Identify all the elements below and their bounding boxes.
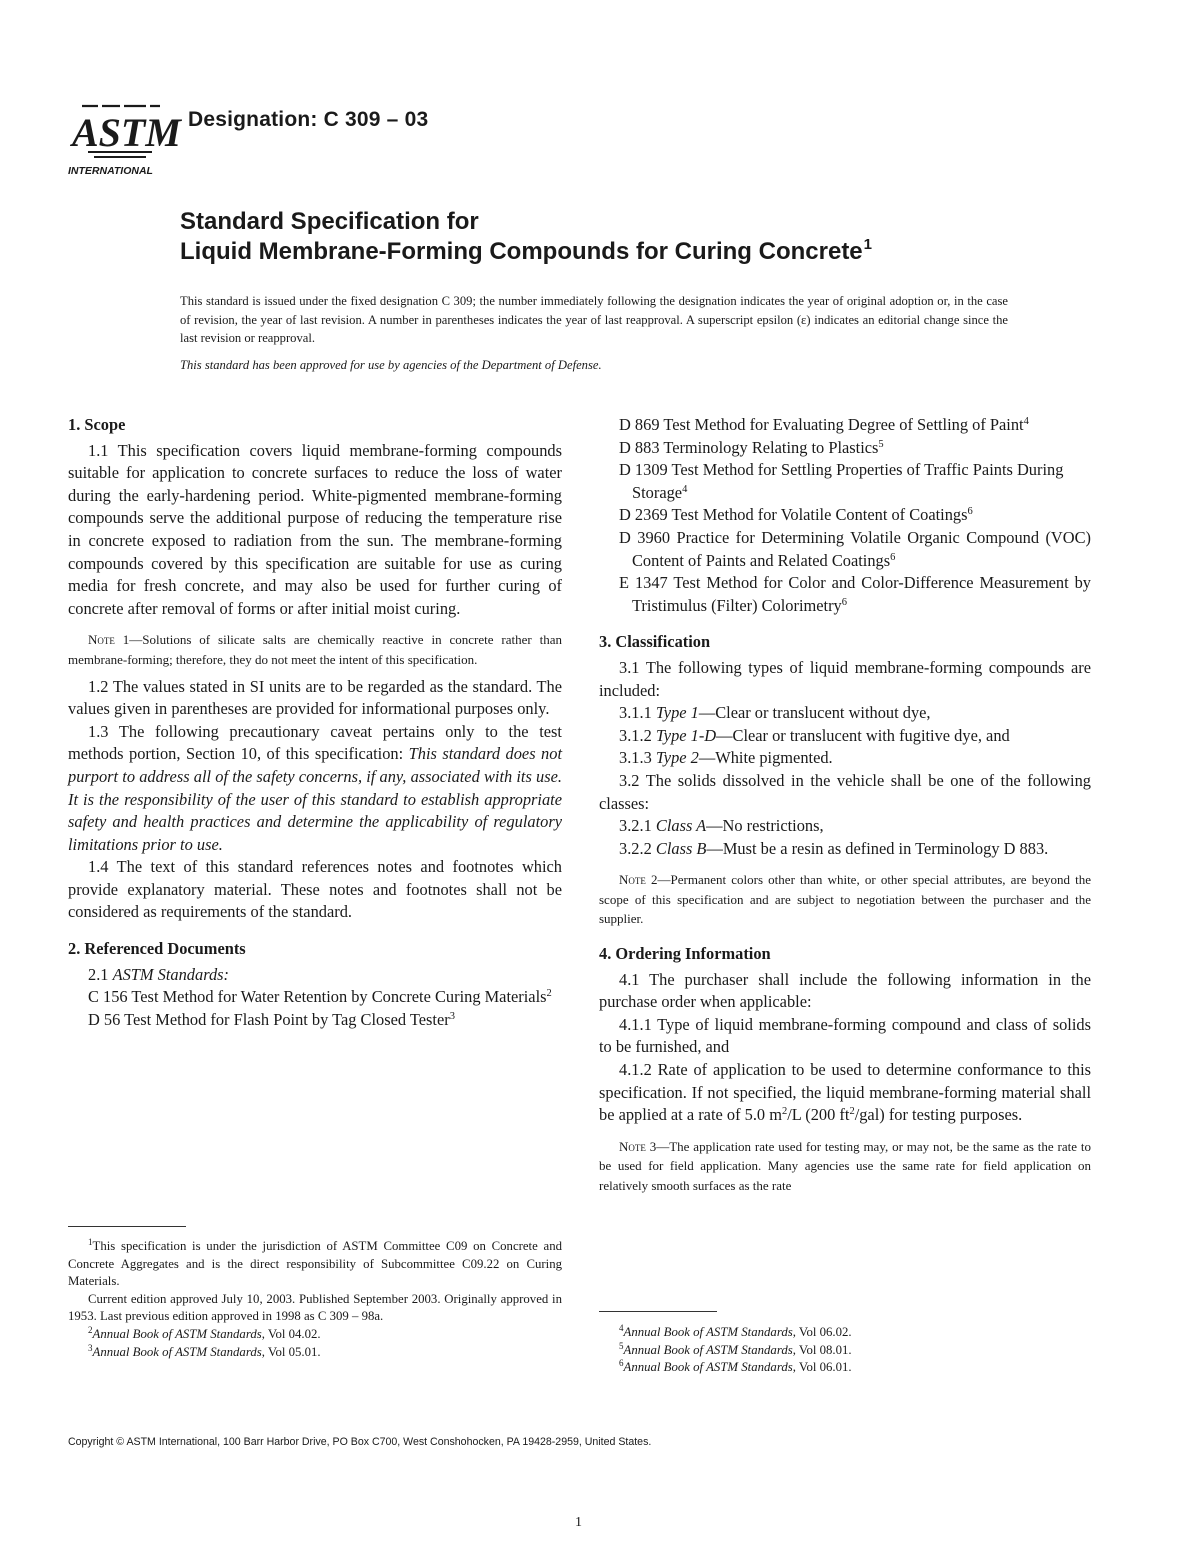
section-heading-referenced: 2. Referenced Documents <box>68 939 246 959</box>
reference-text: D 869 Test Method for Evaluating Degree of Settling of Paint <box>619 415 1024 434</box>
footnote-6-vol: , Vol 06.01. <box>792 1360 852 1375</box>
footnote-rule-left <box>68 1226 186 1227</box>
footnotes-right <box>599 1324 1091 1377</box>
para-4-1-2 <box>599 1059 1091 1127</box>
reference-footnote-mark: 6 <box>841 596 847 608</box>
astm-logo-graphic <box>68 96 181 178</box>
reference-text: D 3960 Practice for Determining Volatile Organic Compound (VOC) Content of Paints and Related Coatings <box>619 527 1091 570</box>
left-column <box>68 414 562 1031</box>
para-3-2-1 <box>599 815 1091 838</box>
footnote-6 <box>599 1359 1091 1377</box>
issued-statement: This standard is issued under the fixed designation C 309; the number immediately following the designation indicates the year of original adoption or, in the case of revision, the year of last revision. A number in parentheses indicates the year of last reapproval. A superscript epsilon (ε) indicates an editorial change since the last revision or reapproval. <box>180 294 1008 346</box>
reference-footnote-mark: 2 <box>546 988 552 1000</box>
para-3-2-2 <box>599 838 1091 861</box>
designation: Designation: C 309 – 03 <box>188 108 429 131</box>
title-line-1: Standard Specification for <box>180 208 479 235</box>
footnote-4-book: Annual Book of ASTM Standards <box>623 1325 793 1339</box>
para-1-2: 1.2 The values stated in SI units are to be regarded as the standard. The values given in parentheses are provided for informational purposes only. <box>68 676 562 719</box>
section-heading-scope: 1. Scope <box>68 415 126 434</box>
para-1-4: 1.4 The text of this standard references notes and footnotes which provide explanatory material. These notes and footnotes shall not be considered as requirements of the standard. <box>68 857 562 922</box>
footnote-4-mark: 4 <box>619 1323 624 1333</box>
para-4-1-2-sup2: 2 <box>849 1106 855 1118</box>
dod-approval: This standard has been approved for use by agencies of the Department of Defense. <box>180 358 602 372</box>
copyright-notice: Copyright © ASTM International, 100 Barr Harbor Drive, PO Box C700, West Conshohocken, PA 19428-2959, United States. <box>68 1436 652 1448</box>
footnote-rule-right <box>599 1311 717 1312</box>
para-3-2-2-text: —Must be a resin as defined in Terminology D 883. <box>706 838 1049 858</box>
note-1-text: —Solutions of silicate salts are chemically reactive in concrete rather than membrane-forming; therefore, they do not meet the intent of this specification. <box>68 632 562 667</box>
para-3-1-1 <box>599 702 1091 725</box>
para-3-1-1-text: —Clear or translucent without dye, <box>698 703 931 723</box>
para-4-1-2-a: 4.1.2 Rate of application to be used to determine conformance to this specification. If not specified, the liquid membrane-forming material shall be applied at a rate of 5.0 m <box>599 1060 1091 1125</box>
reference-footnote-mark: 6 <box>967 506 973 518</box>
title-text: Liquid Membrane-Forming Compounds for Curing Concrete <box>180 238 863 265</box>
logo-subtext: INTERNATIONAL <box>68 165 153 177</box>
para-3-2-1-text: —No restrictions, <box>706 816 824 836</box>
note-3-label: Note 3 <box>619 1138 657 1154</box>
reference-item <box>599 437 1091 460</box>
para-3-1-3-text: —White pigmented. <box>698 748 833 768</box>
footnote-4 <box>599 1324 1091 1342</box>
footnote-5-book: Annual Book of ASTM Standards <box>623 1342 793 1357</box>
footnote-2 <box>68 1326 562 1344</box>
reference-footnote-mark: 4 <box>1023 416 1029 427</box>
note-2-text: —Permanent colors other than white, or other special attributes, are beyond the scope of this specification and are subject to negotiation between the purchaser and the supplier. <box>599 872 1091 927</box>
para-3-1-1-num: 3.1.1 <box>619 703 656 723</box>
footnote-2-book: Annual Book of ASTM Standards <box>92 1326 262 1341</box>
para-4-1-2-c: /gal) for testing purposes. <box>854 1105 1023 1125</box>
para-3-1-1-label: Type 1 <box>655 703 699 723</box>
para-3-1-3-label: Type 2 <box>655 748 699 768</box>
title-footnote-mark: 1 <box>863 236 872 253</box>
title-line-2 <box>180 238 872 266</box>
para-3-1-3-num: 3.1.3 <box>619 748 656 768</box>
para-2-1-num: 2.1 <box>88 964 113 984</box>
reference-text: D 56 Test Method for Flash Point by Tag Closed Tester <box>88 1009 450 1029</box>
note-3 <box>599 1137 1091 1196</box>
reference-text: D 883 Terminology Relating to Plastics <box>619 437 879 457</box>
footnote-3-book: Annual Book of ASTM Standards <box>92 1344 262 1359</box>
para-4-1: 4.1 The purchaser shall include the following information in the purchase order when applicable: <box>599 969 1091 1012</box>
para-2-1-label: ASTM Standards: <box>112 964 230 984</box>
reference-item <box>599 527 1091 572</box>
para-3-1-3 <box>599 747 1091 770</box>
reference-text: E 1347 Test Method for Color and Color-Difference Measurement by Tristimulus (Filter) Colorimetry <box>619 573 1091 615</box>
footnote-6-mark: 6 <box>619 1358 624 1369</box>
para-2-1 <box>68 964 562 987</box>
para-3-1: 3.1 The following types of liquid membrane-forming compounds are included: <box>599 657 1091 700</box>
reference-footnote-mark: 3 <box>449 1010 455 1022</box>
para-1-1: 1.1 This specification covers liquid membrane-forming compounds suitable for application to concrete surfaces to reduce the loss of water during the early-hardening period. White-pigmented membrane-forming compounds serve the additional purpose of reducing the temperature rise in concrete exposed to radiation from the sun. The membrane-forming compounds covered by this specification are suitable for use as curing media for fresh concrete, and may also be used for further curing of concrete after removal of forms or after initial moist curing. <box>68 440 562 618</box>
footnote-5-vol: , Vol 08.01. <box>792 1342 852 1357</box>
right-column <box>599 414 1091 1196</box>
reference-item <box>599 414 1091 437</box>
reference-footnote-mark: 4 <box>682 483 688 495</box>
reference-text: D 1309 Test Method for Settling Properties of Traffic Paints During Storage <box>619 460 1064 502</box>
footnote-1-edition: Current edition approved July 10, 2003. Published September 2003. Originally approved in 1953. Last previous edition approved in 1998 as C 309 – 98a. <box>68 1291 562 1324</box>
section-heading-ordering: 4. Ordering Information <box>599 944 771 964</box>
note-2-label: Note 2 <box>619 872 658 888</box>
footnote-3-mark: 3 <box>88 1342 93 1353</box>
para-3-2-1-label: Class A <box>655 816 707 836</box>
para-3-2-2-num: 3.2.2 <box>619 838 656 858</box>
logo-text: ASTM <box>72 110 181 155</box>
footnote-3-vol: , Vol 05.01. <box>261 1344 321 1359</box>
footnote-3 <box>68 1344 562 1362</box>
footnote-1-text: This specification is under the jurisdiction of ASTM Committee C09 on Concrete and Concrete Aggregates and is the direct responsibility of Subcommittee C09.22 on Curing Materials. <box>68 1239 562 1289</box>
astm-logo <box>68 96 181 178</box>
para-3-2-1-num: 3.2.1 <box>619 816 656 836</box>
para-4-1-2-b: /L (200 ft <box>787 1105 850 1125</box>
reference-footnote-mark: 6 <box>890 551 896 563</box>
para-3-2: 3.2 The solids dissolved in the vehicle shall be one of the following classes: <box>599 770 1091 813</box>
footnote-6-book: Annual Book of ASTM Standards <box>623 1360 793 1375</box>
para-3-1-2-num: 3.1.2 <box>619 725 656 745</box>
para-1-3 <box>68 721 562 857</box>
reference-item <box>599 572 1091 617</box>
page-number: 1 <box>575 1515 582 1530</box>
reference-text: D 2369 Test Method for Volatile Content of Coatings <box>619 505 968 525</box>
para-1-3-caveat: This standard does not purport to address all of the safety concerns, if any, associated with its use. It is the responsibility of the user of this standard to establish appropriate safety and health practices and determine the applicability of regulatory limitations prior to use. <box>68 744 562 854</box>
reference-item <box>599 504 1091 527</box>
footnotes-left <box>68 1238 562 1361</box>
footnote-2-mark: 2 <box>88 1324 93 1335</box>
para-3-1-2-label: Type 1-D <box>655 725 717 745</box>
reference-footnote-mark: 5 <box>878 438 884 450</box>
footnote-1-mark: 1 <box>88 1237 93 1247</box>
note-1 <box>68 630 562 669</box>
para-4-1-2-sup1: 2 <box>781 1106 788 1118</box>
para-3-1-2-text: —Clear or translucent with fugitive dye, and <box>716 725 1010 745</box>
footnote-5-mark: 5 <box>619 1340 624 1351</box>
footnote-5 <box>599 1342 1091 1360</box>
note-3-text: —The application rate used for testing may, or may not, be the same as the rate to be used for field application. Many agencies use the same rate for field application on relatively smooth surfaces as the rate <box>599 1138 1091 1193</box>
note-1-label: Note 1 <box>88 632 130 648</box>
footnote-4-vol: , Vol 06.02. <box>792 1325 852 1339</box>
footnote-2-vol: , Vol 04.02. <box>261 1326 321 1341</box>
para-3-1-2 <box>599 725 1091 748</box>
para-4-1-1: 4.1.1 Type of liquid membrane-forming compound and class of solids to be furnished, and <box>599 1014 1091 1057</box>
para-3-2-2-label: Class B <box>655 838 707 858</box>
reference-item <box>68 1009 562 1032</box>
footnote-1 <box>68 1238 562 1291</box>
section-heading-classification: 3. Classification <box>599 632 711 652</box>
reference-item <box>68 986 562 1009</box>
para-1-3-lead: 1.3 The following precautionary caveat pertains only to the test methods portion, Section 10, of this specification: <box>68 721 562 764</box>
reference-item <box>599 459 1091 504</box>
reference-text: C 156 Test Method for Water Retention by Concrete Curing Materials <box>88 987 547 1007</box>
note-2 <box>599 870 1091 929</box>
